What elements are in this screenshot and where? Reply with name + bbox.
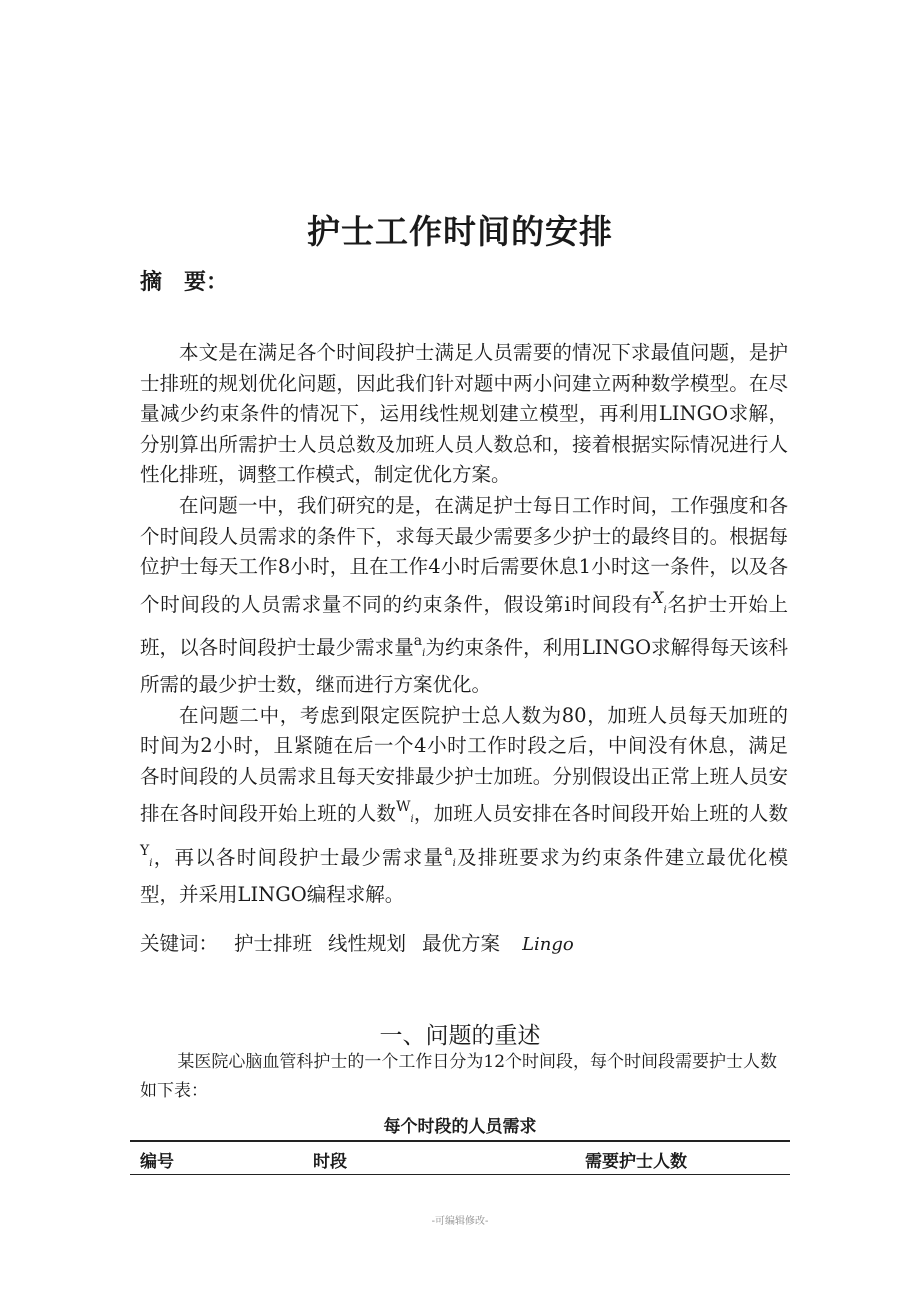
demand-table-header	[130, 1140, 790, 1175]
abstract-label	[140, 265, 228, 296]
keyword-4: Lingo	[522, 934, 574, 955]
table-header-id: 编号	[140, 1152, 174, 1172]
math-w: W	[396, 799, 411, 816]
keywords-line	[140, 928, 574, 956]
para3-text-d: 及排班要求为约束条件建立最优化模型，并采用LINGO编程求解。	[140, 845, 788, 906]
keyword-3: 最优方案	[422, 932, 501, 955]
table-header-nurses: 需要护士人数	[585, 1152, 687, 1172]
abstract-label-char-1: 摘	[140, 270, 163, 295]
page-footer: -可编辑修改-	[431, 1216, 489, 1227]
abstract-label-char-2: 要：	[184, 270, 229, 295]
para2-text-b: 名护士开始上班，以各时间段护士最少需求量	[140, 592, 788, 660]
abstract-paragraph-3	[140, 701, 788, 911]
math-a: a	[444, 842, 453, 859]
table-header-period: 时段	[313, 1152, 347, 1172]
para2-text-a: 在问题一中，我们研究的是，在满足护士每日工作时间，工作强度和各个时间段人员需求的条件下，求每天最少需要多少护士的最终目的。根据每位护士每天工作8小时，且在工作4小时后需要休息1小时这一条件，以及各个时间段的人员需求量不同的约束条件，假设第i时间段有	[140, 493, 788, 616]
para2-text-c: 为约束条件，利用LINGO求解得每天该科所需的最少护士数，继而进行方案优化。	[140, 636, 788, 696]
section-intro: 某医院心脑血管科护士的一个工作日分为12个时间段，每个时间段需要护士人数如下表：	[140, 1052, 778, 1101]
keywords-label: 关键词：	[140, 932, 219, 955]
math-y: Y	[140, 842, 150, 859]
abstract-body	[140, 338, 788, 910]
section-heading: 一、问题的重述	[379, 1023, 541, 1049]
para3-text-b: ，加班人员安排在各时间段开始上班的人数	[413, 802, 788, 826]
para3-text-a: 在问题二中，考虑到限定医院护士总人数为80，加班人员每天加班的时间为2小时，且紧随在后一个4小时工作时段之后，中间没有休息，满足各时间段的人员需求且每天安排最少护士加班。分别假设出正常上班人员安排在各时间段开始上班的人数	[140, 703, 788, 826]
page-title: 护士工作时间的安排	[307, 212, 613, 251]
abstract-paragraph-1: 本文是在满足各个时间段护士满足人员需要的情况下求最值问题，是护士排班的规划优化问题，因此我们针对题中两小问建立两种数学模型。在尽量减少约束条件的情况下，运用线性规划建立模型，再利用LINGO求解，分别算出所需护士人员总数及加班人员人数总和，接着根据实际情况进行人性化排班，调整工作模式，制定优化方案。	[140, 341, 788, 487]
math-subscript-i: i	[663, 604, 667, 616]
keyword-2: 线性规划	[328, 932, 407, 955]
math-subscript-i: i	[149, 857, 153, 869]
math-a: a	[413, 633, 423, 650]
para3-text-c: ，再以各时间段护士最少需求量	[152, 845, 445, 869]
table-caption: 每个时段的人员需求	[383, 1117, 537, 1137]
abstract-paragraph-2	[140, 491, 788, 701]
math-subscript-i: i	[410, 814, 414, 826]
keyword-1: 护士排班	[234, 932, 313, 955]
math-x: X	[652, 587, 664, 607]
math-subscript-i: i	[452, 857, 456, 869]
math-subscript-i: i	[422, 648, 426, 660]
